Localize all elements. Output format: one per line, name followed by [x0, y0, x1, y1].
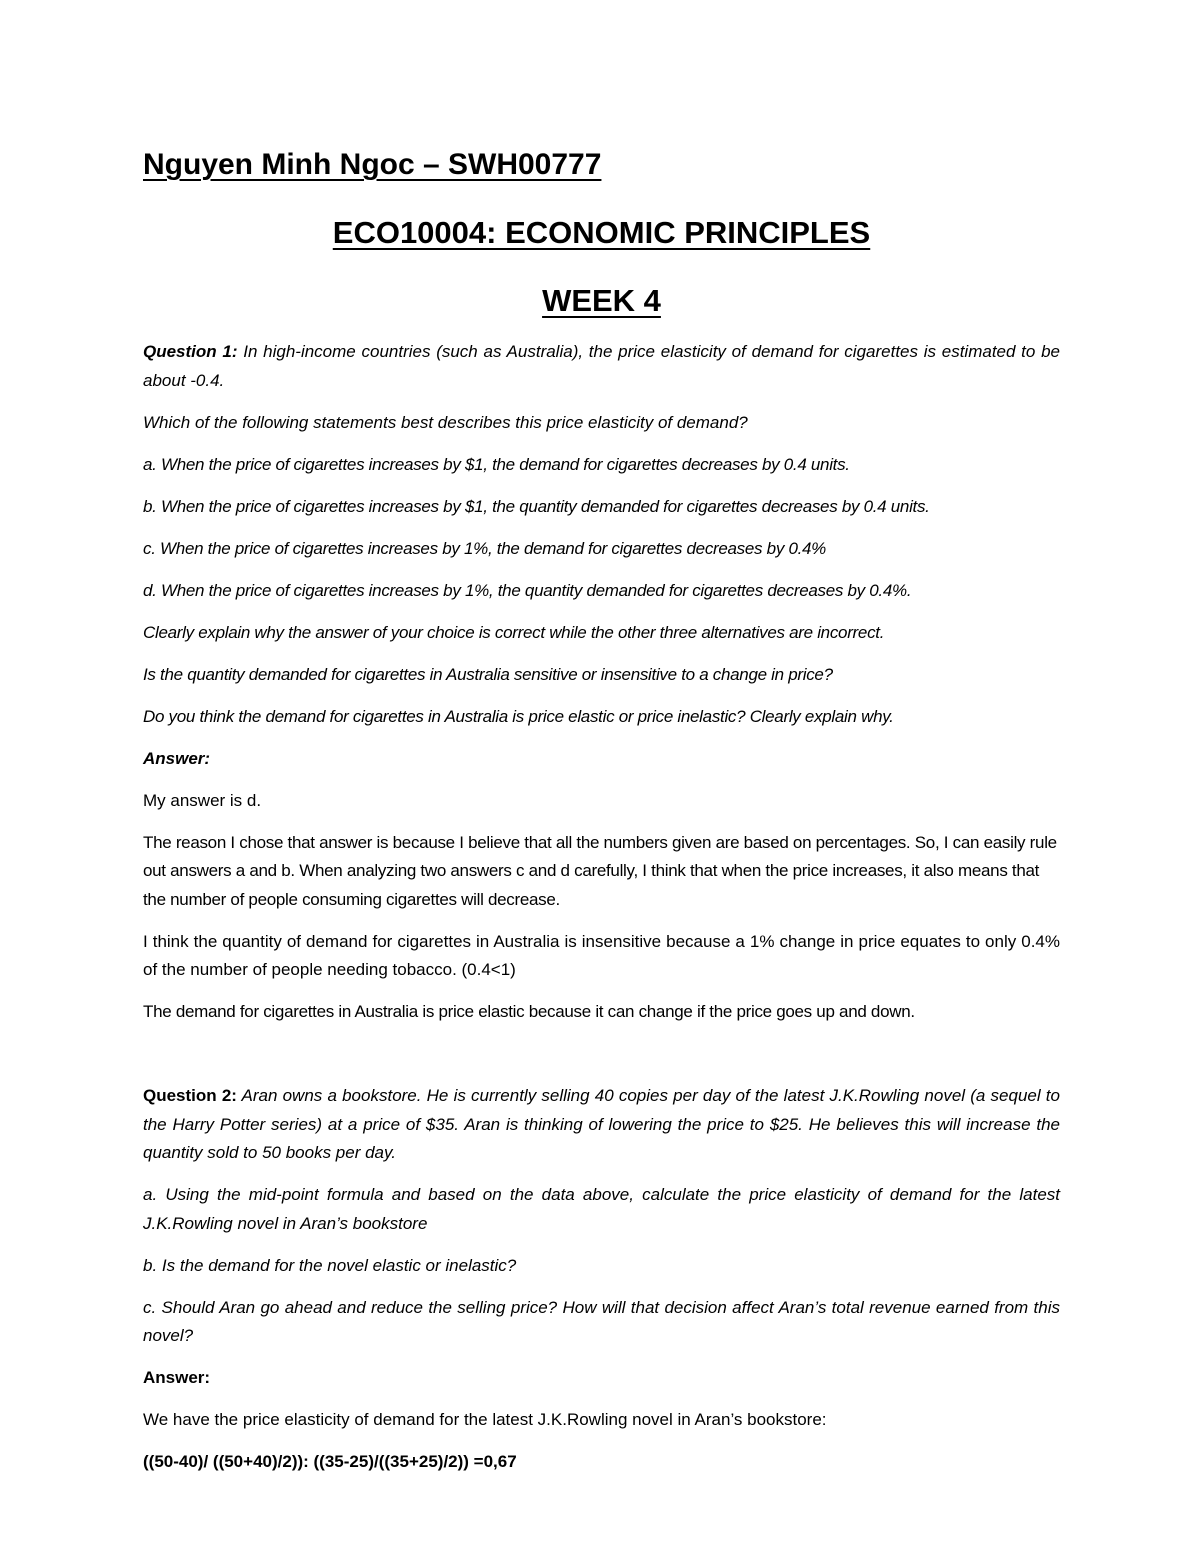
question-1-answer-choice: My answer is d. [143, 790, 262, 810]
question-2-part-a: a. Using the mid-point formula and based on the data above, calculate the price elasticity of demand for the latest J.K.Rowling novel in Aran’s bookstore [143, 1185, 1060, 1233]
question-1-answer-reason: The reason I chose that answer is because I believe that all the numbers given are based on percentages. So, I can easily rule out answers a and b. When analyzing two answers c and d carefully, I think that when the price increases, it also means that the number of people consuming cigarettes will decrease. [143, 832, 1057, 909]
course-title: ECO10004: ECONOMIC PRINCIPLES [332, 215, 871, 250]
question-1-option-c: c. When the price of cigarettes increases by 1%, the demand for cigarettes decreases by 0.4% [143, 538, 826, 558]
question-2-label: Question 2: [143, 1086, 237, 1105]
question-1-option-a: a. When the price of cigarettes increases by $1, the demand for cigarettes decreases by 0.4 units. [143, 454, 850, 474]
question-1-answer-elasticity: The demand for cigarettes in Australia is price elastic because it can change if the price goes up and down. [143, 1002, 915, 1021]
question-1-text [143, 338, 1060, 395]
question-2-text [143, 1082, 1060, 1168]
question-2-answer-label: Answer: [143, 1368, 211, 1387]
document-body [143, 142, 1060, 1490]
section-spacer [143, 1040, 1060, 1082]
question-2-part-b: b. Is the demand for the novel elastic or inelastic? [143, 1255, 517, 1275]
question-2-formula: ((50-40)/ ((50+40)/2)): ((35-25)/((35+25)/2)) =0,67 [143, 1452, 517, 1471]
question-2-answer-intro: We have the price elasticity of demand for the latest J.K.Rowling novel in Aran’s bookstore: [143, 1410, 827, 1429]
question-1-followup-sensitive: Is the quantity demanded for cigarettes in Australia sensitive or insensitive to a change in price? [143, 664, 833, 684]
question-1-followup-elastic: Do you think the demand for cigarettes in Australia is price elastic or price inelastic? Clearly explain why. [143, 706, 894, 726]
question-1-label: Question 1: [143, 342, 238, 361]
question-1-option-b: b. When the price of cigarettes increases by $1, the quantity demanded for cigarettes decreases by 0.4 units. [143, 496, 930, 516]
question-1-body: In high-income countries (such as Australia), the price elasticity of demand for cigarettes is estimated to be about -0.4. [143, 342, 1060, 390]
week-title: WEEK 4 [542, 283, 661, 318]
question-1-prompt: Which of the following statements best describes this price elasticity of demand? [143, 412, 748, 432]
question-2-body: Aran owns a bookstore. He is currently selling 40 copies per day of the latest J.K.Rowling novel (a sequel to the Harry Potter series) at a price of $35. Aran is thinking of lowering the price to $25. He believes this will increase the quantity sold to 50 books per day. [143, 1086, 1060, 1162]
question-1-answer-label: Answer: [143, 748, 211, 768]
author-heading: Nguyen Minh Ngoc – SWH00777 [143, 148, 602, 181]
question-1-followup-explain: Clearly explain why the answer of your choice is correct while the other three alternatives are incorrect. [143, 622, 885, 642]
question-1-option-d: d. When the price of cigarettes increases by 1%, the quantity demanded for cigarettes decreases by 0.4%. [143, 580, 912, 600]
question-2-part-c: c. Should Aran go ahead and reduce the selling price? How will that decision affect Aran’s total revenue earned from this novel? [143, 1297, 1060, 1345]
question-1-answer-sensitivity: I think the quantity of demand for cigarettes in Australia is insensitive because a 1% change in price equates to only 0.4% of the number of people needing tobacco. (0.4<1) [143, 931, 1060, 979]
